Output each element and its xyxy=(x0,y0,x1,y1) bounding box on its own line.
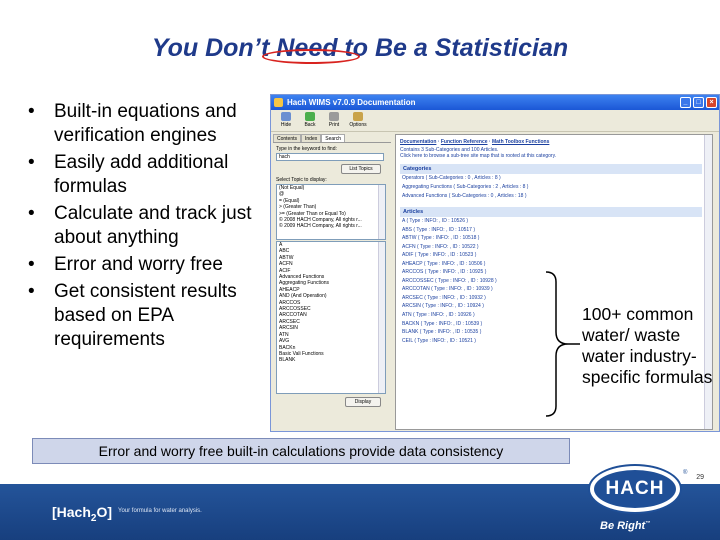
registered-mark: ® xyxy=(683,470,688,476)
nav-tabs xyxy=(273,134,391,143)
bullet-dot: • xyxy=(28,152,35,173)
options-icon xyxy=(353,112,363,121)
breadcrumb-link[interactable]: Documentation xyxy=(400,139,437,145)
list-item[interactable]: ARCCOSSEC xyxy=(279,306,311,313)
back-button[interactable] xyxy=(299,112,321,129)
scrollbar[interactable] xyxy=(378,242,385,393)
keyword-input[interactable]: hach xyxy=(276,153,384,161)
footer-tagline: Your formula for water analysis. xyxy=(118,508,202,514)
tab-contents[interactable]: Contents xyxy=(273,134,301,142)
list-item[interactable]: Advanced Functions xyxy=(279,274,325,281)
logo-tail: O] xyxy=(96,504,113,520)
article-link[interactable]: BACKN ( Type : INFO: , ID : 10539 ) xyxy=(402,320,483,327)
list-item[interactable]: ARCCOTAN xyxy=(279,312,307,319)
maximize-icon[interactable]: □ xyxy=(693,97,704,108)
hide-label: Hide xyxy=(280,122,292,128)
hide-icon xyxy=(281,112,291,121)
article-link[interactable]: A ( Type : INFO: , ID : 10526 ) xyxy=(402,218,469,224)
bullet-item xyxy=(24,151,274,199)
trademark-mark: ™ xyxy=(645,520,651,527)
print-label: Print xyxy=(328,122,340,128)
list-item[interactable]: A xyxy=(279,242,283,248)
list-item[interactable]: ATN xyxy=(279,331,289,338)
close-icon[interactable]: × xyxy=(706,97,717,108)
list-item[interactable]: ABTW xyxy=(279,254,294,261)
window-titlebar[interactable] xyxy=(271,95,719,110)
article-link[interactable]: ABS ( Type : INFO: , ID : 10517 ) xyxy=(402,226,475,233)
logo-text: [Hach xyxy=(52,504,91,520)
curly-brace-icon xyxy=(540,270,584,418)
slogan-text: Be Right xyxy=(600,520,646,532)
bullet-text: Error and worry free xyxy=(54,254,223,275)
breadcrumb-separator: · xyxy=(436,139,441,145)
printer-icon xyxy=(329,112,339,121)
bullet-text: Easily add additional formulas xyxy=(54,152,229,197)
bullet-text: Get consistent results based on EPA requirements xyxy=(54,281,237,350)
topic-list[interactable] xyxy=(276,241,386,394)
hach2o-logo xyxy=(52,504,112,524)
categories-heading: Categories xyxy=(400,164,702,174)
article-link[interactable]: ADIF ( Type : INFO: , ID : 10523 ) xyxy=(402,252,477,259)
window-title: Hach WIMS v7.0.9 Documentation xyxy=(287,98,416,107)
bullet-dot: • xyxy=(28,101,35,122)
navigation-pane xyxy=(273,134,391,430)
slide-title: You Don’t Need to Be a Statistician xyxy=(151,34,569,62)
article-link[interactable]: ATN ( Type : INFO: , ID : 10926 ) xyxy=(402,312,475,319)
list-item[interactable]: >= (Greater Than or Equal To) xyxy=(279,210,346,217)
article-link[interactable]: AHEACP ( Type : INFO: , ID : 10506 ) xyxy=(402,260,486,267)
tab-index[interactable]: Index xyxy=(301,134,321,142)
list-item[interactable]: AHEACP xyxy=(279,286,300,293)
breadcrumb-link[interactable]: Math Toolbox Functions xyxy=(491,139,550,145)
category-link[interactable]: Operators ( Sub-Categories : 0 , Articles : 8 ) xyxy=(402,175,501,181)
keyword-label: Type in the keyword to find: xyxy=(276,146,337,152)
bullet-item xyxy=(24,202,274,250)
be-right-slogan xyxy=(600,520,650,532)
hide-button[interactable] xyxy=(275,112,297,129)
bullet-dot: • xyxy=(28,203,35,224)
bullet-dot: • xyxy=(28,281,35,302)
list-item[interactable]: © 2008 HACH Company, All rights r... xyxy=(279,217,362,224)
select-topic-label: Select Topic to display: xyxy=(276,177,327,183)
category-link[interactable]: Advanced Functions ( Sub-Categories : 0 , Articles : 18 ) xyxy=(402,193,527,199)
minimize-icon[interactable]: _ xyxy=(680,97,691,108)
formulas-callout: 100+ common water/ waste water industry-specific formulas xyxy=(582,304,713,387)
list-item[interactable]: BLANK xyxy=(279,357,296,364)
caption-box: Error and worry free built-in calculations provide data consistency xyxy=(32,438,570,464)
article-link[interactable]: CEIL ( Type : INFO: , ID : 10521 ) xyxy=(402,337,476,344)
list-item[interactable]: ARCSIN xyxy=(279,325,298,332)
list-item[interactable]: Aggregating Functions xyxy=(279,280,330,287)
help-toolbar xyxy=(271,110,719,132)
category-link[interactable]: Aggregating Functions ( Sub-Categories : 2 , Articles : 8 ) xyxy=(402,184,529,190)
article-link[interactable]: ARCCOTAN ( Type : INFO: , ID : 10939 ) xyxy=(402,286,493,293)
logo-subscript: 2 xyxy=(90,512,97,524)
list-item[interactable]: > (Greater Than) xyxy=(279,204,317,211)
list-item[interactable]: ACFN xyxy=(279,261,293,268)
bullet-text: Built-in equations and verification engines xyxy=(54,101,237,146)
print-button[interactable] xyxy=(323,112,345,129)
browse-link[interactable]: Click here to browse a sub-tree site map that is rooted at this category. xyxy=(400,153,557,159)
articles-heading: Articles xyxy=(400,207,702,217)
article-link[interactable]: BLANK ( Type : INFO: , ID : 10535 ) xyxy=(402,329,482,336)
list-item[interactable]: (Not Equal) xyxy=(279,185,305,191)
bullet-item xyxy=(24,253,274,277)
breadcrumb-separator: · xyxy=(487,139,492,145)
description-line: Contains 3 Sub-Categories and 100 Articles. xyxy=(400,147,499,153)
list-item[interactable]: ACIF xyxy=(279,267,291,274)
bullet-item xyxy=(24,280,274,352)
article-link[interactable]: ABTW ( Type : INFO: , ID : 10518 ) xyxy=(402,235,480,242)
article-link[interactable]: ARCSIN ( Type : INFO: , ID : 10924 ) xyxy=(402,303,484,310)
page-number: 29 xyxy=(696,474,704,481)
scrollbar[interactable] xyxy=(378,185,385,239)
bullet-list xyxy=(24,100,274,355)
back-arrow-icon xyxy=(305,112,315,121)
article-link[interactable]: ARCCOSSEC ( Type : INFO: , ID : 10928 ) xyxy=(402,277,497,284)
breadcrumb xyxy=(396,135,712,145)
list-item[interactable]: = (Equal) xyxy=(279,197,300,204)
list-item[interactable]: AND (And Operation) xyxy=(279,293,327,300)
topic-list-top[interactable] xyxy=(276,184,386,240)
bullet-item xyxy=(24,100,274,148)
window-controls xyxy=(680,97,717,108)
back-label: Back xyxy=(304,122,316,128)
category-description xyxy=(396,145,712,161)
list-item[interactable]: © 2009 HACH Company, All rights r... xyxy=(279,223,362,230)
bullet-dot: • xyxy=(28,254,35,275)
breadcrumb-link[interactable]: Function Reference xyxy=(440,139,488,145)
hach-logo: HACH xyxy=(590,466,680,512)
options-button[interactable] xyxy=(347,112,369,129)
article-link[interactable]: ACFN ( Type : INFO: , ID : 10522 ) xyxy=(402,243,479,250)
list-item[interactable]: AVG xyxy=(279,338,290,345)
article-link[interactable]: ARCCOS ( Type : INFO: , ID : 10925 ) xyxy=(402,269,487,276)
list-item[interactable]: Basic Vali Functions xyxy=(279,350,324,357)
list-item[interactable]: BACKn xyxy=(279,344,296,351)
bullet-text: Calculate and track just about anything xyxy=(54,203,252,248)
options-label: Options xyxy=(349,122,367,128)
list-item[interactable]: ARCCOS xyxy=(279,299,301,306)
help-app-icon xyxy=(274,98,283,107)
list-topics-button[interactable]: List Topics xyxy=(341,164,381,174)
display-button[interactable]: Display xyxy=(345,397,381,407)
list-item[interactable]: ABC xyxy=(279,248,290,255)
tab-search[interactable]: Search xyxy=(321,134,345,142)
article-link[interactable]: ARCSEC ( Type : INFO: , ID : 10932 ) xyxy=(402,294,486,301)
highlight-circle xyxy=(262,49,360,64)
list-item[interactable]: @ xyxy=(279,191,285,198)
list-item[interactable]: ARCSEC xyxy=(279,318,300,325)
